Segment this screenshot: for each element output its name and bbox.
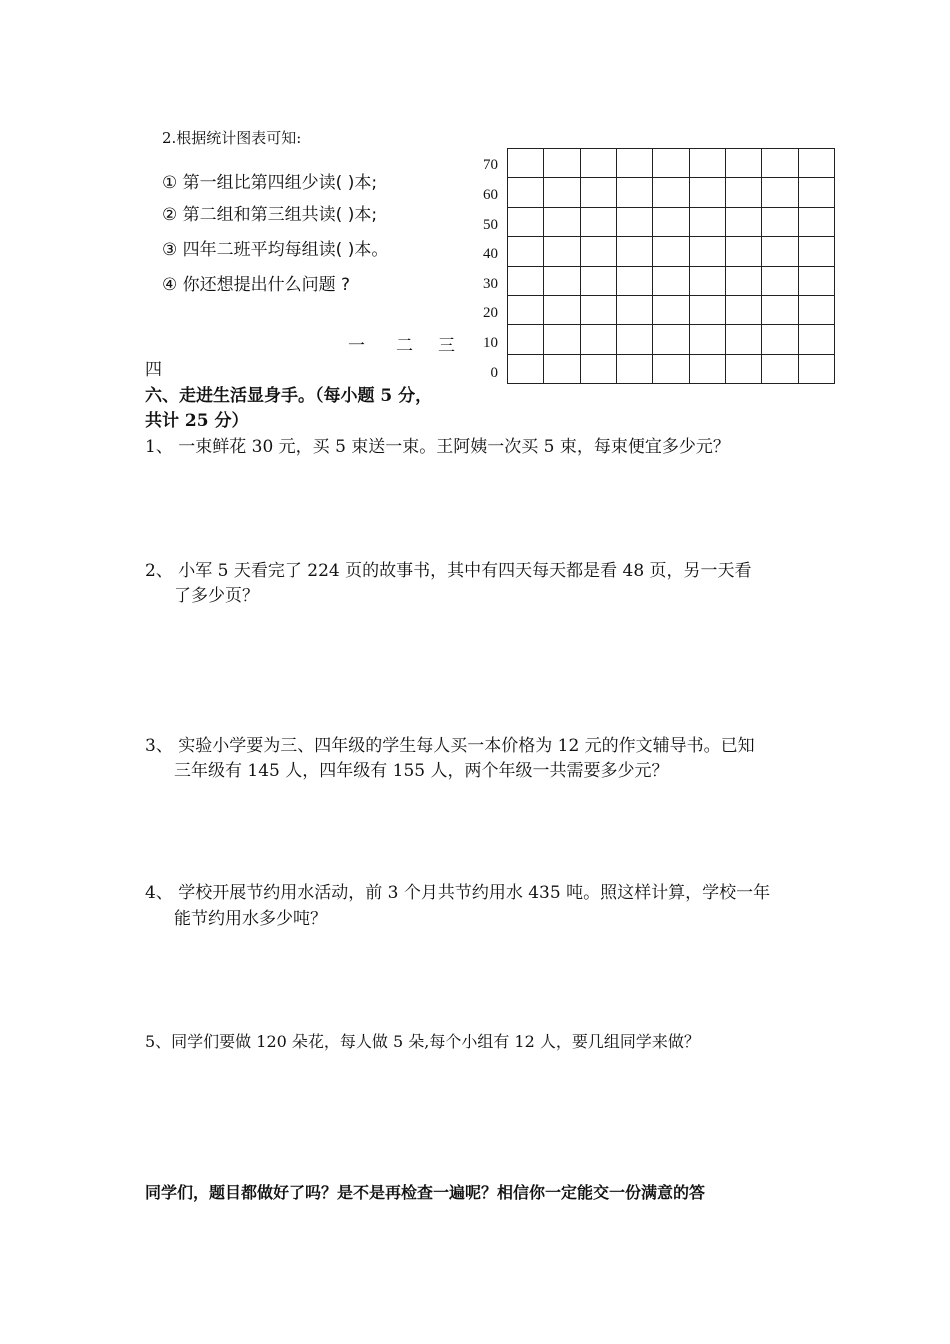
grid-cell (762, 296, 798, 325)
grid-cell (544, 267, 580, 296)
problem-2: 2、 小军 5 天看完了 224 页的故事书，其中有四天每天都是看 48 页，另一天看 (145, 561, 752, 581)
grid-cell (653, 178, 689, 207)
stats-item-3 (162, 237, 388, 263)
grid-cell (617, 178, 653, 207)
grid-cell (653, 237, 689, 266)
stats-item-1 (162, 170, 377, 196)
problem-4-cont: 能节约用水多少吨？ (174, 909, 327, 929)
grid-cell (799, 178, 835, 207)
item-marker: ③ (162, 240, 178, 260)
grid-cell (762, 267, 798, 296)
problem-5: 5、同学们要做 120 朵花，每人做 5 朵,每个小组有 12 人，要几组同学来做？ (145, 1032, 700, 1051)
grid-cell (653, 267, 689, 296)
problem-4: 4、 学校开展节约用水活动，前 3 个月共节约用水 435 吨。照这样计算，学校一年 (145, 883, 771, 903)
y-tick-70: 70 (483, 157, 498, 173)
grid-cell (581, 149, 617, 178)
grid-cell (581, 237, 617, 266)
grid-cell (508, 325, 544, 354)
grid-cell (544, 178, 580, 207)
y-tick-40: 40 (483, 246, 498, 262)
grid-cell (544, 237, 580, 266)
grid-cell (726, 208, 762, 237)
grid-cell (726, 178, 762, 207)
grid-cell (508, 355, 544, 384)
group-label-3: 三 (438, 336, 455, 356)
grid-cell (726, 355, 762, 384)
grid-cell (799, 149, 835, 178)
grid-cell (726, 237, 762, 266)
grid-cell (653, 149, 689, 178)
y-tick-50: 50 (483, 217, 498, 233)
grid-cell (617, 149, 653, 178)
grid-cell (617, 237, 653, 266)
grid-cell (762, 149, 798, 178)
grid-cell (690, 355, 726, 384)
grid-cell (726, 267, 762, 296)
section-6-heading-cont: 共计 25 分） (145, 411, 249, 431)
grid-cell (581, 355, 617, 384)
grid-cell (581, 296, 617, 325)
grid-cell (617, 267, 653, 296)
stats-item-2 (162, 202, 377, 228)
y-tick-60: 60 (483, 187, 498, 203)
grid-cell (653, 208, 689, 237)
stats-heading: 2.根据统计图表可知: (162, 129, 302, 147)
grid-cell (799, 267, 835, 296)
grid-cell (581, 267, 617, 296)
grid-cell (544, 325, 580, 354)
grid-cell (508, 178, 544, 207)
y-tick-20: 20 (483, 305, 498, 321)
grid-cell (653, 325, 689, 354)
grid-cell (690, 208, 726, 237)
group-label-2: 二 (396, 336, 413, 356)
grid-cell (762, 325, 798, 354)
grid-cell (581, 178, 617, 207)
grid-cell (653, 296, 689, 325)
grid-cell (799, 296, 835, 325)
grid-cell (799, 237, 835, 266)
grid-cell (617, 325, 653, 354)
grid-cell (799, 325, 835, 354)
grid-cell (581, 208, 617, 237)
grid-cell (690, 296, 726, 325)
grid-cell (544, 208, 580, 237)
grid-cell (617, 296, 653, 325)
item-text: 第一组比第四组少读( )本; (182, 173, 378, 193)
item-marker: ① (162, 173, 178, 193)
grid-cell (690, 178, 726, 207)
grid-cell (726, 296, 762, 325)
problem-1: 1、 一束鲜花 30 元，买 5 束送一束。王阿姨一次买 5 束，每束便宜多少元？ (145, 437, 730, 457)
grid-cell (617, 355, 653, 384)
grid-cell (762, 208, 798, 237)
item-marker: ④ (162, 275, 178, 295)
item-marker: ② (162, 205, 178, 225)
y-tick-10: 10 (483, 335, 498, 351)
grid-cell (544, 296, 580, 325)
grid-cell (799, 208, 835, 237)
grid-cell (762, 355, 798, 384)
problem-2-cont: 了多少页？ (174, 586, 259, 606)
grid-cell (617, 208, 653, 237)
item-text: 你还想提出什么问题 ? (182, 275, 351, 295)
grid-cell (690, 149, 726, 178)
grid-cell (508, 149, 544, 178)
grid-cell (726, 149, 762, 178)
closing-note: 同学们，题目都做好了吗？是不是再检查一遍呢？相信你一定能交一份满意的答 (145, 1183, 706, 1202)
problem-3-cont: 三年级有 145 人，四年级有 155 人，两个年级一共需要多少元？ (174, 761, 669, 781)
grid-cell (508, 208, 544, 237)
stats-item-4 (162, 272, 350, 298)
grid-cell (581, 325, 617, 354)
y-tick-0: 0 (490, 365, 498, 381)
grid-cell (690, 325, 726, 354)
grid-cell (508, 237, 544, 266)
grid-cell (544, 149, 580, 178)
grid-cell (762, 178, 798, 207)
grid-cell (508, 267, 544, 296)
y-tick-30: 30 (483, 276, 498, 292)
grid-cell (544, 355, 580, 384)
section-6-heading: 六、走进生活显身手。（每小题 5 分， (145, 386, 433, 406)
chart-grid (507, 148, 835, 384)
grid-cell (690, 267, 726, 296)
problem-3: 3、 实验小学要为三、四年级的学生每人买一本价格为 12 元的作文辅导书。已知 (145, 736, 755, 756)
group-label-4: 四 (145, 360, 162, 380)
grid-cell (653, 355, 689, 384)
item-text: 第二组和第三组共读( )本; (182, 205, 378, 225)
grid-cell (762, 237, 798, 266)
group-label-1: 一 (348, 336, 365, 356)
grid-cell (690, 237, 726, 266)
grid-cell (508, 296, 544, 325)
grid-cell (726, 325, 762, 354)
item-text: 四年二班平均每组读( )本。 (182, 240, 389, 260)
grid-cell (799, 355, 835, 384)
